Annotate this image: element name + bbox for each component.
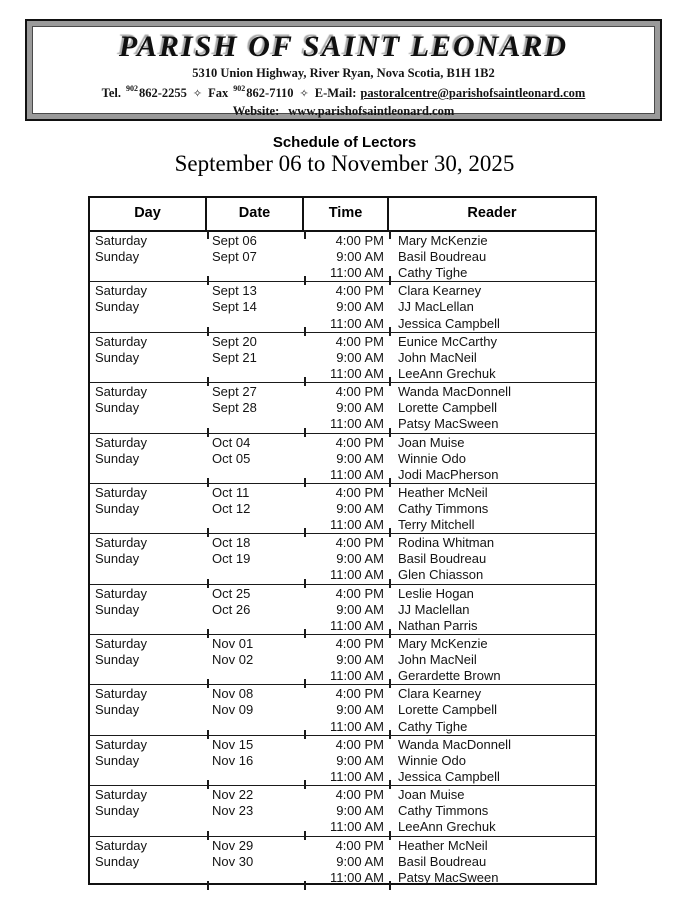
table-row	[90, 467, 595, 483]
column-rule-stub	[207, 579, 209, 588]
column-rule-stub	[207, 230, 209, 239]
day-cell: Sunday	[95, 752, 140, 768]
letterhead-box	[25, 19, 662, 121]
fax-number: 862-7110	[246, 86, 294, 101]
week-group	[90, 282, 595, 332]
table-row	[90, 501, 595, 517]
date-cell: Oct 12	[212, 500, 251, 516]
reader-cell: Patsy MacSween	[398, 869, 499, 885]
time-cell: 11:00 AM	[330, 517, 384, 533]
reader-cell: Winnie Odo	[398, 450, 466, 466]
reader-cell: Jessica Campbell	[398, 315, 500, 331]
date-cell: Sept 27	[212, 384, 257, 400]
time-cell: 4:00 PM	[335, 736, 384, 752]
table-row	[90, 416, 595, 432]
table-row	[90, 435, 595, 451]
date-cell: Oct 18	[212, 535, 251, 551]
time-cell: 9:00 AM	[336, 299, 384, 315]
week-group	[90, 534, 595, 584]
time-cell: 4:00 PM	[335, 384, 384, 400]
day-cell: Sunday	[95, 702, 140, 718]
table-row	[90, 299, 595, 315]
table-row	[90, 838, 595, 854]
table-row	[90, 636, 595, 652]
date-cell: Sept 07	[212, 249, 257, 265]
column-rule-stub	[389, 730, 391, 739]
time-cell: 9:00 AM	[336, 803, 384, 819]
table-row	[90, 602, 595, 618]
table-row	[90, 652, 595, 668]
table-row	[90, 283, 595, 299]
day-cell: Sunday	[95, 349, 140, 365]
column-rule-stub	[304, 881, 306, 890]
date-cell: Sept 06	[212, 233, 257, 248]
email-label: E-Mail:	[314, 86, 357, 101]
day-cell: Sunday	[95, 601, 140, 617]
reader-cell: Mary McKenzie	[398, 636, 488, 651]
tel-area-code: 902	[126, 84, 138, 93]
date-cell: Nov 16	[212, 752, 254, 768]
day-cell: Sunday	[95, 652, 140, 668]
table-row	[90, 586, 595, 602]
day-cell: Sunday	[95, 450, 140, 466]
date-cell	[207, 517, 304, 533]
day-cell: Saturday	[95, 333, 148, 349]
table-row	[90, 350, 595, 366]
table-body	[90, 232, 595, 887]
table-row	[90, 334, 595, 350]
week-group	[90, 232, 595, 282]
letterhead-inner	[32, 26, 655, 119]
table-row	[90, 618, 595, 634]
table-row	[90, 686, 595, 702]
column-rule-stub	[207, 327, 209, 336]
table-row	[90, 702, 595, 718]
column-header-day: Day	[90, 198, 207, 230]
time-cell: 11:00 AM	[330, 668, 384, 684]
column-rule-stub	[304, 428, 306, 437]
diamond-separator-icon: ✧	[299, 87, 309, 101]
day-cell: Saturday	[95, 434, 148, 450]
table-header-row	[90, 198, 595, 232]
time-cell: 4:00 PM	[335, 787, 384, 803]
time-cell: 9:00 AM	[336, 450, 384, 466]
day-cell	[90, 366, 207, 382]
date-cell	[207, 668, 304, 684]
time-cell: 9:00 AM	[336, 249, 384, 265]
date-cell	[207, 265, 304, 281]
day-cell	[90, 819, 207, 835]
table-row	[90, 400, 595, 416]
column-header-date: Date	[207, 198, 304, 230]
date-cell: Nov 15	[212, 736, 254, 752]
date-cell	[207, 618, 304, 634]
table-row	[90, 249, 595, 265]
table-row	[90, 719, 595, 735]
table-row	[90, 535, 595, 551]
date-cell: Nov 01	[212, 636, 254, 651]
date-cell: Nov 09	[212, 702, 254, 718]
date-cell: Oct 25	[212, 585, 251, 601]
day-cell	[90, 769, 207, 785]
reader-cell: Basil Boudreau	[398, 551, 487, 567]
reader-cell: Glen Chiasson	[398, 567, 484, 583]
column-rule-stub	[389, 377, 391, 386]
day-cell: Sunday	[95, 551, 140, 567]
column-rule-stub	[207, 831, 209, 840]
column-rule-stub	[304, 679, 306, 688]
day-cell: Saturday	[95, 585, 148, 601]
table-row	[90, 870, 595, 886]
date-cell	[207, 819, 304, 835]
day-cell: Sunday	[95, 853, 140, 869]
reader-cell: Eunice McCarthy	[398, 333, 497, 349]
time-cell: 4:00 PM	[335, 686, 384, 702]
time-cell: 4:00 PM	[335, 636, 384, 651]
day-cell: Sunday	[95, 299, 140, 315]
time-cell: 9:00 AM	[336, 500, 384, 516]
column-rule-stub	[389, 478, 391, 487]
day-cell: Saturday	[95, 837, 148, 853]
day-cell: Saturday	[95, 484, 148, 500]
reader-cell: Cathy Tighe	[398, 265, 468, 281]
day-cell	[90, 870, 207, 886]
table-row	[90, 551, 595, 567]
column-rule-stub	[389, 276, 391, 285]
date-cell: Sept 21	[212, 349, 257, 365]
date-cell: Sept 28	[212, 400, 257, 416]
date-cell: Nov 22	[212, 787, 254, 803]
tel-label: Tel.	[101, 86, 121, 101]
reader-cell: LeeAnn Grechuk	[398, 819, 496, 835]
website-label: Website:	[232, 104, 280, 119]
column-rule-stub	[207, 276, 209, 285]
column-rule-stub	[389, 528, 391, 537]
day-cell	[90, 316, 207, 332]
table-row	[90, 854, 595, 870]
date-cell: Oct 04	[212, 434, 251, 450]
time-cell: 11:00 AM	[330, 819, 384, 835]
week-group	[90, 585, 595, 635]
week-group	[90, 786, 595, 836]
email-link[interactable]: pastoralcentre@parishofsaintleonard.com	[360, 86, 586, 101]
time-cell: 9:00 AM	[336, 853, 384, 869]
column-header-time: Time	[304, 198, 389, 230]
date-cell: Sept 14	[212, 299, 257, 315]
reader-cell: Cathy Tighe	[398, 718, 468, 734]
column-rule-stub	[304, 230, 306, 239]
date-cell	[207, 870, 304, 886]
column-rule-stub	[304, 780, 306, 789]
column-rule-stub	[389, 230, 391, 239]
date-cell: Nov 23	[212, 803, 254, 819]
day-cell	[90, 416, 207, 432]
date-cell: Nov 29	[212, 837, 254, 853]
day-cell: Sunday	[95, 803, 140, 819]
column-rule-stub	[304, 528, 306, 537]
table-row	[90, 384, 595, 400]
week-group	[90, 837, 595, 887]
reader-cell: Gerardette Brown	[398, 668, 501, 684]
column-rule-stub	[207, 478, 209, 487]
time-cell: 4:00 PM	[335, 484, 384, 500]
reader-cell: Jessica Campbell	[398, 768, 500, 784]
reader-cell: JJ Maclellan	[398, 601, 470, 617]
table-row	[90, 769, 595, 785]
table-row	[90, 737, 595, 753]
day-cell: Saturday	[95, 535, 148, 551]
week-group	[90, 383, 595, 433]
reader-cell: Wanda MacDonnell	[398, 736, 511, 752]
reader-cell: Nathan Parris	[398, 617, 478, 633]
reader-cell: John MacNeil	[398, 349, 477, 365]
column-rule-stub	[304, 327, 306, 336]
time-cell: 11:00 AM	[330, 466, 384, 482]
time-cell: 9:00 AM	[336, 551, 384, 567]
reader-cell: Basil Boudreau	[398, 249, 487, 265]
time-cell: 11:00 AM	[330, 416, 384, 432]
day-cell: Saturday	[95, 384, 148, 400]
time-cell: 11:00 AM	[330, 265, 384, 281]
lector-schedule-table	[88, 196, 597, 885]
time-cell: 11:00 AM	[330, 315, 384, 331]
diamond-separator-icon: ✧	[192, 87, 203, 101]
column-rule-stub	[389, 629, 391, 638]
reader-cell: JJ MacLellan	[398, 299, 474, 315]
time-cell: 9:00 AM	[336, 752, 384, 768]
day-cell: Sunday	[95, 249, 140, 265]
reader-cell: Patsy MacSween	[398, 416, 499, 432]
column-rule-stub	[207, 730, 209, 739]
day-cell: Saturday	[95, 686, 148, 702]
time-cell: 4:00 PM	[335, 283, 384, 299]
reader-cell: Lorette Campbell	[398, 702, 497, 718]
time-cell: 9:00 AM	[336, 400, 384, 416]
date-cell: Oct 11	[212, 484, 250, 500]
reader-cell: Joan Muise	[398, 787, 465, 803]
column-rule-stub	[389, 881, 391, 890]
table-row	[90, 265, 595, 281]
table-row	[90, 517, 595, 533]
time-cell: 4:00 PM	[335, 585, 384, 601]
date-cell: Sept 13	[212, 283, 257, 299]
column-rule-stub	[304, 377, 306, 386]
table-row	[90, 803, 595, 819]
column-rule-stub	[207, 428, 209, 437]
column-rule-stub	[389, 327, 391, 336]
fax-area-code: 902	[233, 84, 246, 93]
parish-address: 5310 Union Highway, River Ryan, Nova Scotia, B1H 1B2	[192, 66, 495, 80]
reader-cell: Mary McKenzie	[398, 233, 488, 248]
parish-name: PARISH OF SAINT LEONARD	[118, 30, 569, 63]
column-rule-stub	[304, 730, 306, 739]
table-row	[90, 567, 595, 583]
schedule-subtitle: Schedule of Lectors	[272, 134, 417, 151]
column-rule-stub	[207, 679, 209, 688]
reader-cell: Leslie Hogan	[398, 585, 474, 601]
reader-cell: Jodi MacPherson	[398, 466, 499, 482]
time-cell: 9:00 AM	[336, 601, 384, 617]
week-group	[90, 685, 595, 735]
column-header-reader: Reader	[467, 205, 517, 221]
table-row	[90, 366, 595, 382]
reader-cell: Heather McNeil	[398, 484, 488, 500]
reader-cell: Winnie Odo	[398, 752, 466, 768]
fax-label: Fax	[208, 86, 229, 101]
reader-cell: Joan Muise	[398, 434, 465, 450]
reader-cell: Terry Mitchell	[398, 517, 475, 533]
reader-cell: Rodina Whitman	[398, 535, 495, 551]
reader-cell: John MacNeil	[398, 652, 477, 668]
time-cell: 11:00 AM	[330, 617, 384, 633]
website-line	[33, 103, 654, 119]
column-rule-stub	[207, 629, 209, 638]
column-rule-stub	[207, 528, 209, 537]
day-cell	[90, 467, 207, 483]
contact-line	[33, 82, 654, 102]
day-cell	[90, 668, 207, 684]
time-cell: 9:00 AM	[336, 652, 384, 668]
date-cell: Oct 05	[212, 450, 251, 466]
table-row	[90, 753, 595, 769]
reader-cell: Clara Kearney	[398, 686, 482, 702]
column-rule-stub	[207, 881, 209, 890]
date-cell	[207, 416, 304, 432]
table-row	[90, 668, 595, 684]
date-cell: Oct 26	[212, 601, 251, 617]
day-cell: Saturday	[95, 283, 148, 299]
time-cell: 4:00 PM	[335, 535, 384, 551]
time-cell: 4:00 PM	[335, 333, 384, 349]
week-group	[90, 434, 595, 484]
reader-cell: Basil Boudreau	[398, 853, 487, 869]
reader-cell: Heather McNeil	[398, 837, 488, 853]
table-row	[90, 233, 595, 249]
date-cell	[207, 366, 304, 382]
day-cell: Saturday	[95, 736, 148, 752]
column-rule-stub	[389, 780, 391, 789]
week-group	[90, 484, 595, 534]
day-cell	[90, 618, 207, 634]
time-cell: 11:00 AM	[330, 718, 384, 734]
date-cell	[207, 769, 304, 785]
reader-cell: Clara Kearney	[398, 283, 482, 299]
column-rule-stub	[389, 428, 391, 437]
reader-cell: Cathy Timmons	[398, 803, 489, 819]
tel-number: 862-2255	[139, 86, 187, 101]
date-cell: Oct 19	[212, 551, 251, 567]
date-cell: Sept 20	[212, 333, 257, 349]
date-cell	[207, 567, 304, 583]
date-cell	[207, 467, 304, 483]
week-group	[90, 333, 595, 383]
column-rule-stub	[304, 478, 306, 487]
column-rule-stub	[304, 276, 306, 285]
day-cell	[90, 517, 207, 533]
website-url: www.parishofsaintleonard.com	[288, 104, 455, 119]
column-rule-stub	[304, 579, 306, 588]
date-cell	[207, 719, 304, 735]
table-row	[90, 451, 595, 467]
week-group	[90, 736, 595, 786]
reader-cell: Lorette Campbell	[398, 400, 497, 416]
column-rule-stub	[207, 377, 209, 386]
time-cell: 11:00 AM	[330, 869, 384, 885]
column-rule-stub	[389, 579, 391, 588]
reader-cell: LeeAnn Grechuk	[398, 365, 496, 381]
time-cell: 4:00 PM	[335, 837, 384, 853]
column-rule-stub	[304, 831, 306, 840]
time-cell: 9:00 AM	[336, 702, 384, 718]
date-cell: Nov 02	[212, 652, 254, 668]
table-row	[90, 316, 595, 332]
time-cell: 9:00 AM	[336, 349, 384, 365]
day-cell	[90, 265, 207, 281]
column-rule-stub	[389, 831, 391, 840]
time-cell: 11:00 AM	[330, 768, 384, 784]
day-cell: Saturday	[95, 636, 148, 651]
day-cell: Sunday	[95, 400, 140, 416]
schedule-date-range: September 06 to November 30, 2025	[174, 151, 515, 176]
time-cell: 4:00 PM	[335, 233, 384, 248]
day-cell: Saturday	[95, 233, 148, 248]
time-cell: 4:00 PM	[335, 434, 384, 450]
week-group	[90, 635, 595, 685]
date-cell: Nov 30	[212, 853, 254, 869]
table-row	[90, 485, 595, 501]
day-cell	[90, 719, 207, 735]
day-cell: Saturday	[95, 787, 148, 803]
date-cell: Nov 08	[212, 686, 254, 702]
date-cell	[207, 316, 304, 332]
table-row	[90, 787, 595, 803]
reader-cell: Cathy Timmons	[398, 500, 489, 516]
table-row	[90, 819, 595, 835]
column-rule-stub	[304, 629, 306, 638]
column-rule-stub	[389, 679, 391, 688]
day-cell	[90, 567, 207, 583]
day-cell: Sunday	[95, 500, 140, 516]
reader-cell: Wanda MacDonnell	[398, 384, 511, 400]
column-rule-stub	[207, 780, 209, 789]
time-cell: 11:00 AM	[330, 567, 384, 583]
time-cell: 11:00 AM	[330, 365, 384, 381]
